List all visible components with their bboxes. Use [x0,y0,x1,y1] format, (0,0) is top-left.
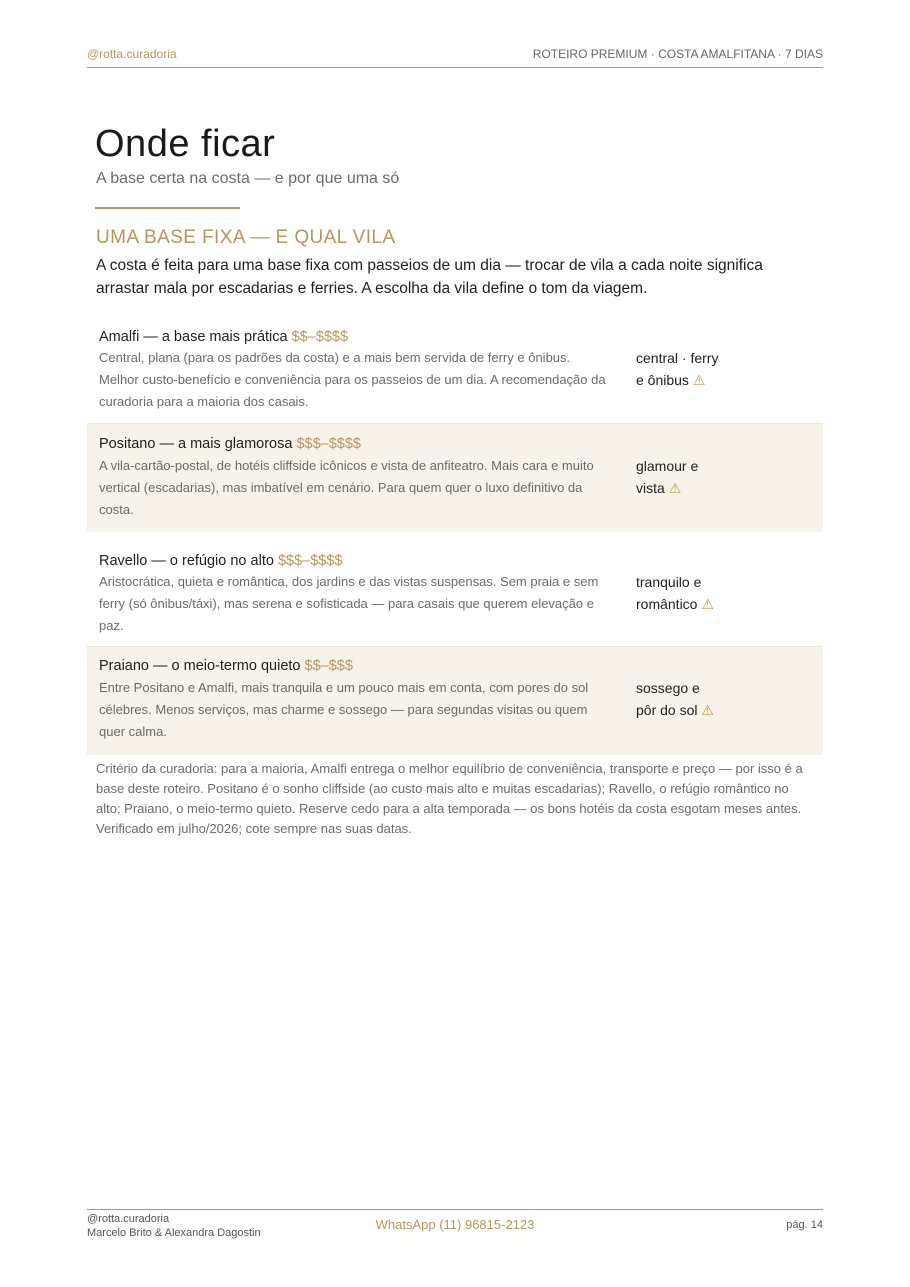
option-title [99,658,353,674]
option-tag-line1: sossego e [636,680,700,696]
option-tag-line1: tranquilo e [636,574,702,590]
option-name: Ravello — o refúgio no alto [99,553,274,569]
whatsapp-contact: WhatsApp (11) 96815-2123 [375,1217,535,1232]
option-tag-line2: e ônibus [636,372,689,388]
option-tag-line2: romântico [636,596,698,612]
option-tag [636,455,698,499]
option-tag [636,571,714,615]
option-price: $$$–$$$$ [277,553,343,569]
warning-icon: ⚠ [692,372,706,388]
option-row-praiano [87,647,823,755]
option-description: A vila-cartão-postal, de hotéis cliffside icônicos e vista de anfiteatro. Mais cara e muito vertical (escadarias), mas imbatível em cenário. Para quem quer o luxo definitivo da costa. [99,458,594,517]
curation-criteria: Critério da curadoria: para a maioria, Amalfi entrega o melhor equilíbrio de conveniência, transporte e preço — por isso é a base deste roteiro. Positano é o sonho cliffside (ao custo mais alto e muitas escadarias); Ravello, o refúgio romântico no alto; Praiano, o meio-termo quieto. Reserve cedo para a alta temporada — os bons hotéis da costa esgotam meses antes. Verificado em julho/2026; cote sempre nas suas datas. [96,761,803,836]
title-divider [95,207,240,209]
option-price: $$–$$$$ [291,329,349,345]
footer-authors: Marcelo Brito & Alexandra Dagostin [87,1227,261,1239]
option-tag-line2: vista [636,480,665,496]
section-intro: A costa é feita para uma base fixa com passeios de um dia — trocar de vila a cada noite significa arrastar mala por escadarias e ferries. A escolha da vila define o tom da viagem. [96,257,763,297]
warning-icon: ⚠ [701,702,714,718]
option-row-positano [87,424,823,532]
option-row-amalfi [87,320,823,424]
option-row-ravello [87,532,823,647]
option-title [99,436,361,452]
page-subtitle: A base certa na costa — e por que uma só [96,170,400,187]
section-title: UMA BASE FIXA — E QUAL VILA [96,227,396,248]
option-title [99,329,348,345]
option-price: $$–$$$ [304,658,353,674]
warning-icon: ⚠ [701,596,714,612]
option-tag-line2: pôr do sol [636,702,698,718]
page-title: Onde ficar [95,123,276,165]
page-number: pág. 14 [786,1219,823,1231]
header-brand: @rotta.curadoria [87,47,177,61]
option-tag-line1: glamour e [636,458,699,474]
page-header [87,46,823,68]
option-description: Entre Positano e Amalfi, mais tranquila e um pouco mais em conta, com pores do sol célebres. Menos serviços, mas charme e sossego — para segundas visitas ou quem quer calma. [99,680,589,739]
option-name: Amalfi — a base mais prática [99,329,288,345]
option-tag [636,347,718,391]
footer-brand: @rotta.curadoria [87,1213,170,1225]
options-table [87,320,823,755]
option-description: Aristocrática, quieta e romântica, dos jardins e das vistas suspensas. Sem praia e sem ferry (só ônibus/táxi), mas serena e sofisticada — para casais que querem elevação e paz. [99,574,599,633]
option-name: Praiano — o meio-termo quieto [99,658,301,674]
option-tag-line1: central · ferry [636,350,719,366]
option-description: Central, plana (para os padrões da costa) e a mais bem servida de ferry e ônibus. Melhor custo-benefício e conveniência para os passeios de um dia. A recomendação da curadoria para a maioria dos casais. [99,350,606,409]
option-price: $$$–$$$$ [296,436,361,452]
option-tag [636,677,714,721]
warning-icon: ⚠ [668,480,682,496]
option-title [99,553,342,569]
option-name: Positano — a mais glamorosa [99,436,293,452]
header-document-title: ROTEIRO PREMIUM · COSTA AMALFITANA · 7 DIAS [532,47,823,61]
page-footer [87,1209,823,1239]
